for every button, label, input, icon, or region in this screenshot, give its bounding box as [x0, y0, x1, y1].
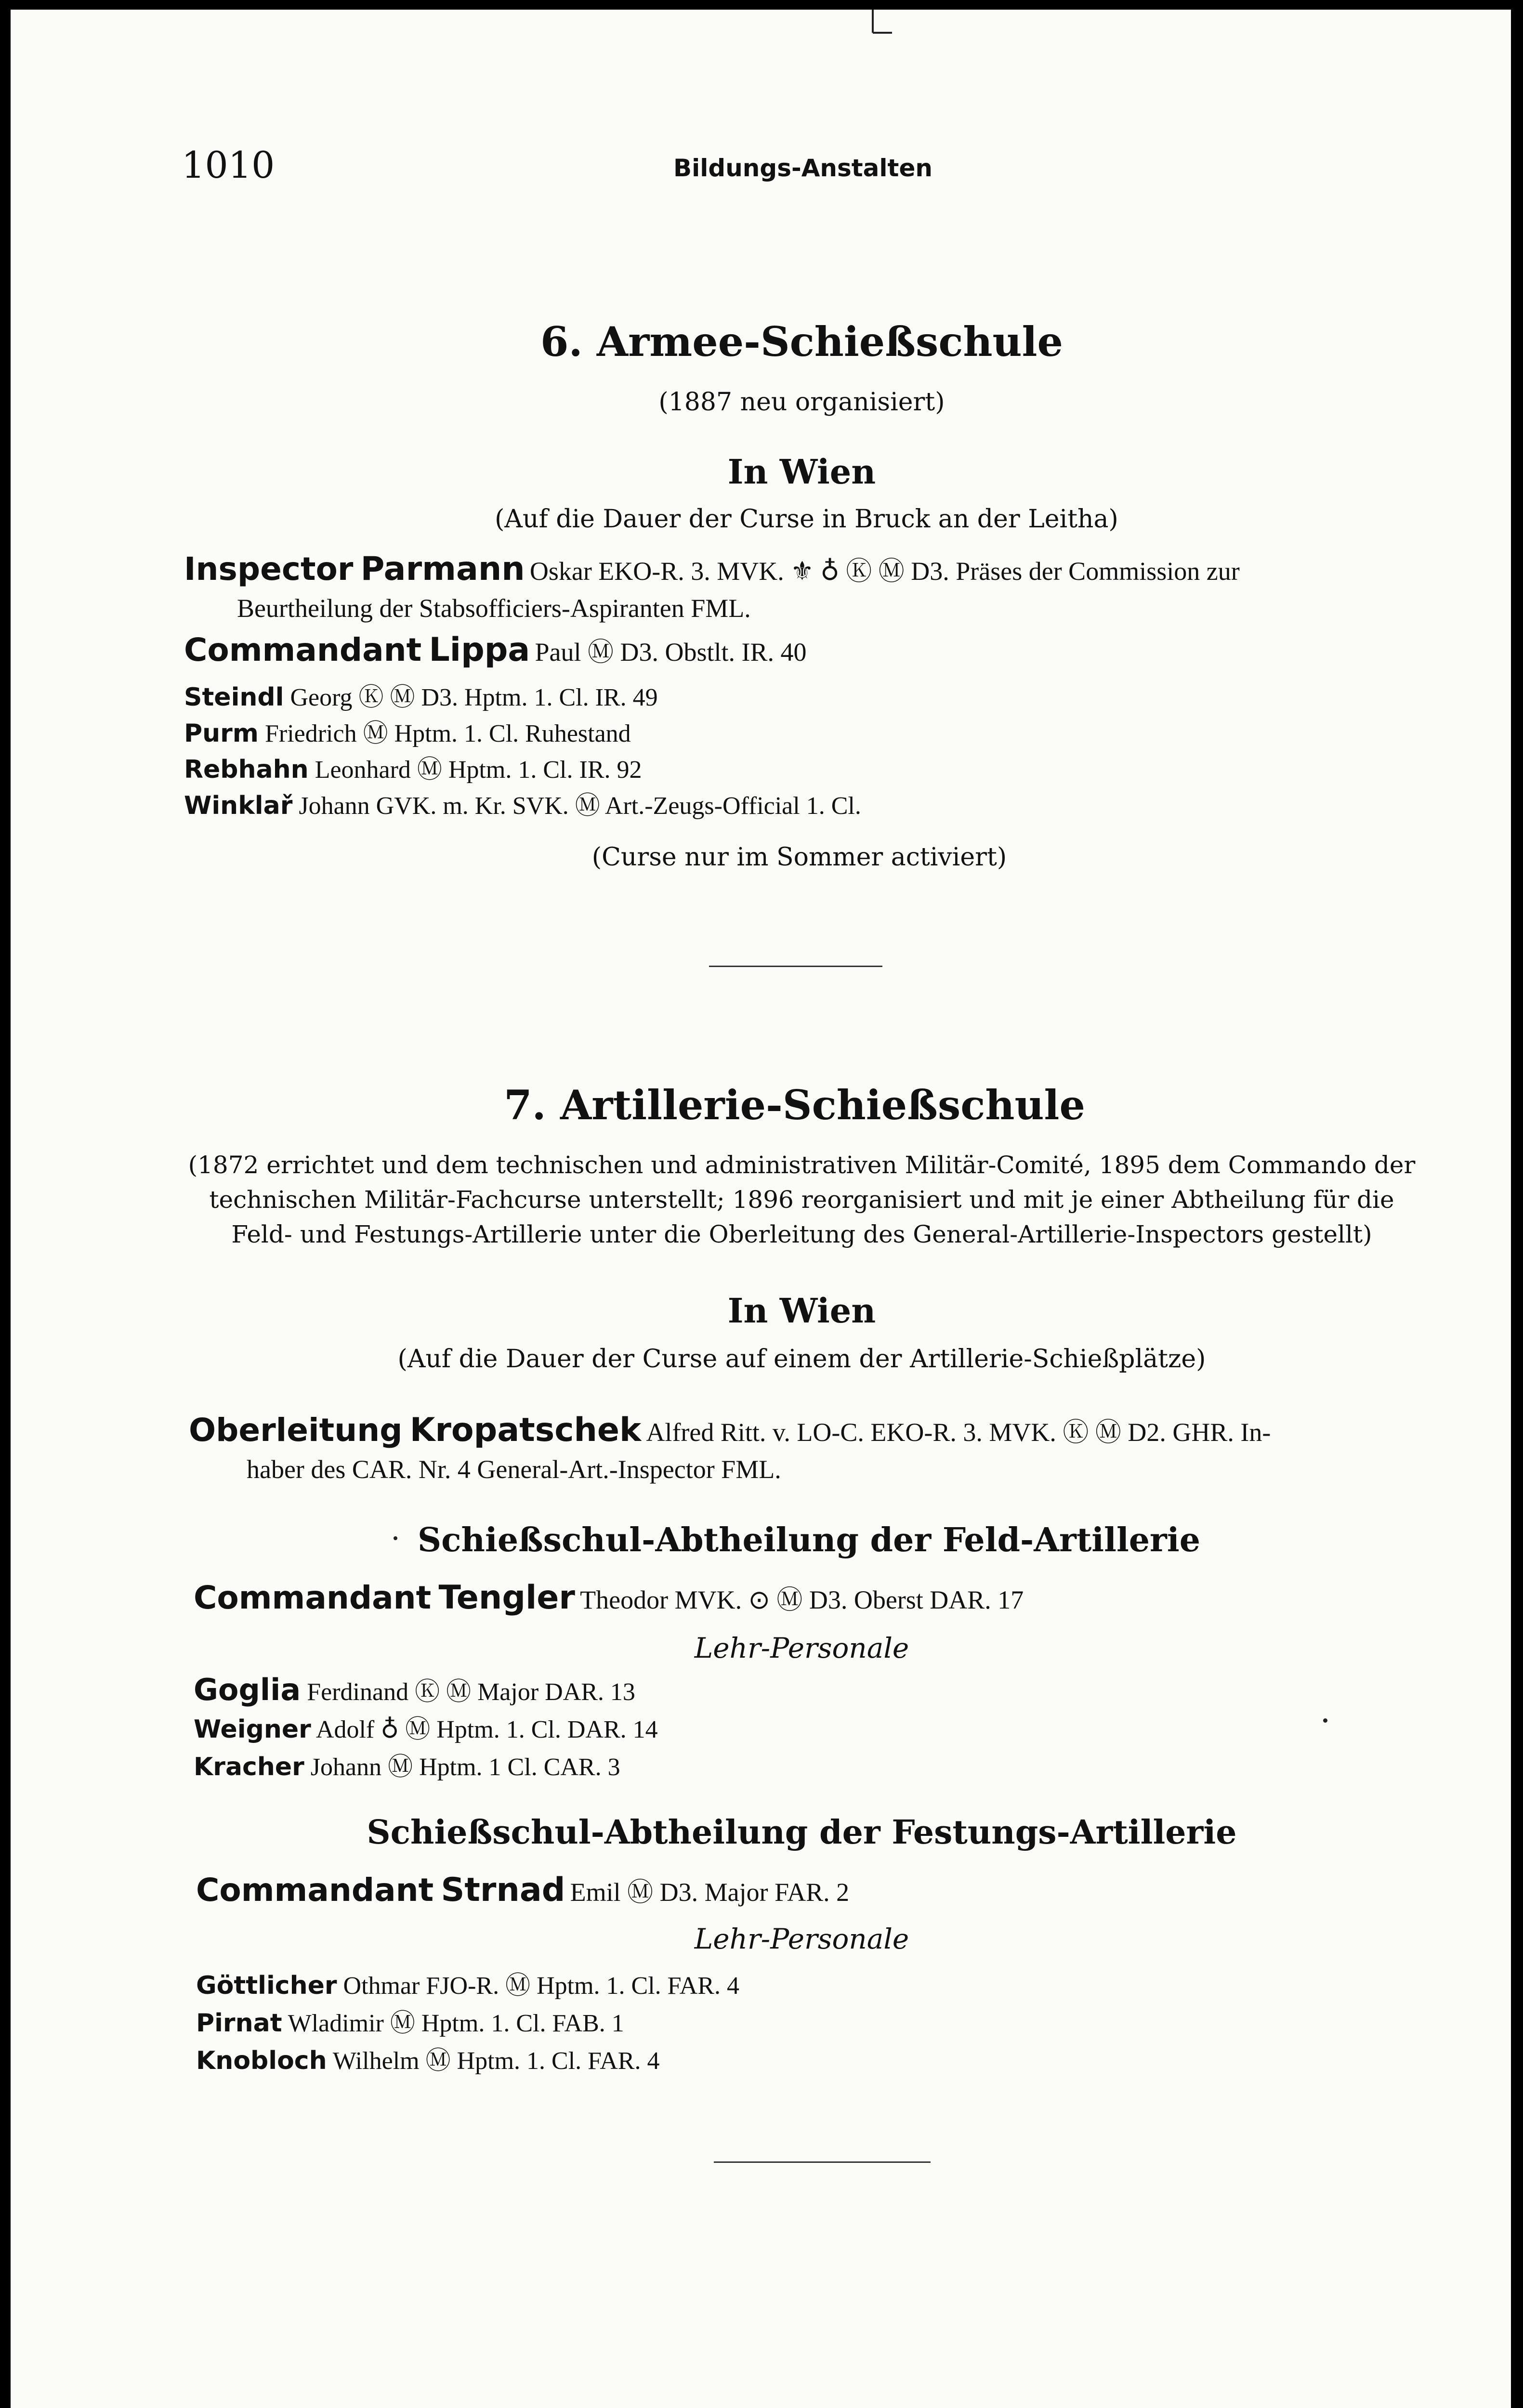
festung-commandant-entry: [196, 1871, 849, 1909]
staff-entry: [196, 1965, 739, 2001]
festung-personal-heading: Lehr-Personale: [694, 1923, 909, 1955]
binding-mark-tail: [873, 32, 892, 34]
person-name: Strnad: [441, 1871, 565, 1909]
person-details: Paul Ⓜ D3. Obstlt. IR. 40: [535, 638, 807, 667]
person-details: Wladimir Ⓜ Hptm. 1. Cl. FAB. 1: [288, 2010, 624, 2037]
person-details: Othmar FJO-R. Ⓜ Hptm. 1. Cl. FAR. 4: [343, 1972, 739, 2000]
role-inspector: Inspector: [184, 550, 354, 588]
scan-speck: [394, 1536, 397, 1540]
binding-mark: [872, 10, 874, 33]
section6-location: In Wien: [727, 452, 876, 492]
person-details: Oskar EKO-R. 3. MVK. ⚜ ♁ Ⓚ Ⓜ D3. Präses der Commission zur: [529, 557, 1240, 586]
person-name: Winklař: [184, 791, 293, 820]
inspector-entry: [184, 550, 1240, 588]
feld-commandant-entry: [194, 1579, 1024, 1617]
oberleitung-entry-continued: haber des CAR. Nr. 4 General-Art.-Inspector FML.: [247, 1455, 781, 1484]
section7-location-note: (Auf die Dauer der Curse auf einem der Artillerie-Schießplätze): [397, 1345, 1206, 1374]
person-details: Emil Ⓜ D3. Major FAR. 2: [570, 1878, 850, 1907]
staff-entry: [196, 2040, 659, 2076]
person-name: Parmann: [360, 550, 525, 588]
section7-note-line: technischen Militär-Fachcurse unterstellt; 1896 reorganisiert und mit je einer Abtheilung für die: [209, 1186, 1394, 1214]
section-divider: [714, 2161, 931, 2163]
role-commandant: Commandant: [196, 1871, 434, 1909]
person-details: Alfred Ritt. v. LO-C. EKO-R. 3. MVK. Ⓚ Ⓜ D2. GHR. In-: [646, 1418, 1271, 1447]
role-commandant: Commandant: [194, 1579, 432, 1616]
person-name: Lippa: [429, 631, 530, 669]
person-name: Knobloch: [196, 2046, 327, 2075]
person-name: Steindl: [184, 683, 284, 712]
section6-note: (1887 neu organisiert): [658, 388, 945, 417]
person-details: Johann Ⓜ Hptm. 1 Cl. CAR. 3: [310, 1754, 620, 1781]
person-name: Purm: [184, 719, 259, 748]
commandant-entry: [184, 631, 807, 669]
person-details: Ferdinand Ⓚ Ⓜ Major DAR. 13: [307, 1678, 635, 1706]
section7-title: 7. Artillerie-Schießschule: [504, 1081, 1085, 1129]
person-name: Kropatschek: [409, 1411, 642, 1449]
scan-speck: [1323, 1718, 1327, 1723]
person-details: Johann GVK. m. Kr. SVK. Ⓜ Art.-Zeugs-Official 1. Cl.: [299, 792, 861, 820]
feld-personal-heading: Lehr-Personale: [694, 1632, 909, 1664]
section7-note-line: (1872 errichtet und dem technischen und administrativen Militär-Comité, 1895 dem Commando der: [188, 1151, 1416, 1179]
person-name: Kracher: [194, 1753, 304, 1781]
person-name: Pirnat: [196, 2009, 282, 2038]
person-details: Friedrich Ⓜ Hptm. 1. Cl. Ruhestand: [264, 720, 631, 747]
staff-entry: [184, 749, 642, 785]
feld-heading: Schießschul-Abtheilung der Feld-Artillerie: [418, 1521, 1200, 1559]
staff-entry: [184, 713, 631, 749]
oberleitung-entry: [189, 1411, 1271, 1449]
person-details: Wilhelm Ⓜ Hptm. 1. Cl. FAR. 4: [332, 2047, 660, 2075]
staff-entry: [194, 1671, 635, 1707]
inspector-entry-continued: Beurtheilung der Stabsofficiers-Aspiranten FML.: [237, 594, 751, 623]
person-name: Göttlicher: [196, 1971, 337, 2000]
person-details: Theodor MVK. ⊙ Ⓜ D3. Oberst DAR. 17: [580, 1585, 1024, 1614]
person-details: Leonhard Ⓜ Hptm. 1. Cl. IR. 92: [315, 756, 642, 784]
person-name: Goglia: [194, 1672, 301, 1707]
running-title: Bildungs-Anstalten: [673, 154, 932, 182]
staff-entry: [194, 1709, 658, 1745]
person-name: Rebhahn: [184, 755, 309, 784]
staff-entry: [184, 677, 658, 713]
person-details: Adolf ♁ Ⓜ Hptm. 1. Cl. DAR. 14: [315, 1716, 658, 1743]
person-name: Tengler: [438, 1579, 575, 1617]
festung-heading: Schießschul-Abtheilung der Festungs-Artillerie: [367, 1813, 1237, 1852]
page-number: 1010: [182, 144, 275, 186]
section6-footer-note: (Curse nur im Sommer activiert): [591, 843, 1007, 872]
person-details: Georg Ⓚ Ⓜ D3. Hptm. 1. Cl. IR. 49: [290, 684, 658, 711]
staff-entry: [194, 1746, 620, 1782]
section7-location: In Wien: [727, 1291, 876, 1331]
section7-note-line: Feld- und Festungs-Artillerie unter die Oberleitung des General-Artillerie-Inspectors gestellt): [231, 1220, 1372, 1248]
role-oberleitung: Oberleitung: [189, 1412, 403, 1449]
staff-entry: [196, 2002, 624, 2039]
person-name: Weigner: [194, 1715, 311, 1744]
scanned-page: [11, 10, 1511, 2408]
section6-title: 6. Armee-Schießschule: [540, 318, 1063, 366]
role-commandant: Commandant: [184, 631, 422, 668]
section-divider: [709, 966, 882, 967]
section6-location-note: (Auf die Dauer der Curse in Bruck an der Leitha): [495, 505, 1118, 534]
staff-entry: [184, 785, 861, 821]
